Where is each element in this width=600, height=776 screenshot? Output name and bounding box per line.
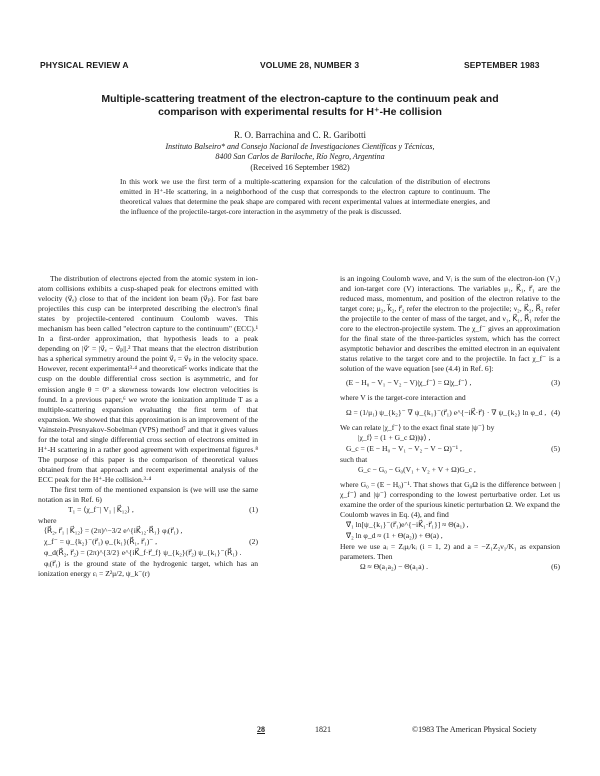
equation-number: (1) [249,505,258,515]
equation-1 [38,505,258,516]
paragraph-expansion: The first term of the mentioned expansion is (we will use the same notation as in Ref. 6) [38,484,258,505]
text-line: such that [340,454,368,464]
authors: R. O. Barrachina and C. R. Garibotti [234,130,366,140]
equation-body: Ω = (1/μ₁) ψ_{k₂}⁻ ∇ ψ_{k₁}⁻(r⃗₁) e^{−iK⃗·r⃗} · ∇ ψ_{k₂} ln φ_d , [346,407,547,417]
equation-line [340,465,560,476]
equation-body: ∇⃗₂ ln φ_d ≈ (1 + Θ(a₂)) + Θ(a) , [346,530,443,540]
equation-line [340,531,560,542]
equation-number: (2) [249,537,258,547]
equation-number: (5) [551,443,560,453]
affiliation-line: 8400 San Carlos de Bariloche, Río Negro, Argentina [215,152,385,162]
equation-number: (3) [551,378,560,388]
equation-3 [340,378,560,389]
abstract: In this work we use the first term of a multiple-scattering expansion for the calculation of the distribution of electrons emitted in H⁺-He scattering, in a neighborhood of the cusp that corresponds to the electron capture to continuum. The theoretical values that determine the peak shape are compared with recent experimental values at intermediate energies, and the influence of the projectile-target-core interaction in the asymmetry of the peak is discussed. [120,177,490,217]
equation-body: φ_d(R⃗₂, r⃗₂) = (2π)^{3/2} e^{iK⃗_f·r⃗_f} ψ_{k₂}(r⃗₂) ψ_{k₁}⁻(R⃗₁) . [44,548,242,558]
equation-body: G_c − G₀ − G₀(V₁ + V₂ + V + Ω)G_c , [358,464,476,474]
equation-line [38,526,258,537]
equation-6 [340,562,560,573]
equation-body: ∇⃗₁ ln[ψ_{k₁}⁻(r⃗₁)e^{−iK⃗₁·r⃗₁}] ≈ Θ(a₁) , [346,519,469,529]
left-column [38,274,258,579]
text-line: where V is the target-core interaction and [340,393,466,403]
equation-5 [340,444,560,455]
title-line: comparison with experimental results for H⁺-He collision [158,106,442,118]
right-column [340,274,560,573]
page-number: 28 [257,725,265,734]
text-line: where [38,516,57,526]
equation-number: (4) [551,407,560,417]
equation-body: T₁ = ⟨χ_f⁻| V₁ | K⃗₁₂⟩ , [68,505,134,515]
text-line: We can relate |χ_f⁻⟩ to the exact final state |ψ⁻⟩ by [340,422,495,432]
volume-number: VOLUME 28, NUMBER 3 [260,60,360,70]
equation-body: |χ_f⟩ = (1 + G_c Ω)|ψ⟩ , [358,432,431,442]
equation-2 [38,537,258,548]
paper-title [70,93,530,119]
issue-date: SEPTEMBER 1983 [464,60,540,70]
received-date: (Received 16 September 1982) [250,163,350,172]
equation-line [340,520,560,531]
equation-body: Ω ≈ Θ(a₁a₂) − Θ(a₁a) . [360,561,428,571]
paragraph-intro: The distribution of electrons ejected from the atomic system in ion-atom collisions exhibits a cusp-shaped peak for electrons emitted with velocity (v⃗ₑ) close to that of the incident ion beam (v⃗ₚ). For fast bare projectiles this cusp can be interpreted describing the electron's final states by projectile-centered continuum Coulomb waves. This mechanism has been called "electron capture to the continuum" (ECC).¹ In a first-order approximation, that hypothesis leads to a peak depending on |v⃗′ = |v⃗ₑ − v⃗ₚ||.² That means that the electron distribution has a spherical symmetry around the point v⃗ₑ = v⃗ₚ in the velocity space. However, recent experimental³·⁴ and theoretical⁵ works indicate that the cusp on the double differential cross section is asymmetric, and for emission angle θ = 0° a skewness towards low electron velocities is found. In a previous paper,⁶ we wrote the ionization amplitude T as a multiple-scattering expansion evaluating the first term of that expansion. We showed that this approximation is an improvement of the Vainstein-Presnyakov-Sobelman (VPS) method⁷ and that it gives values for the total and single differential cross section of electrons emitted in H⁺-H scattering in a rather good agreement with experimental figures.⁸ The purpose of this paper is the comparison of theoretical values obtained from that approach and recent experimental analysis of the ECC peak for the H⁺-He collision.³·⁴ [38,274,258,484]
footer-page-id: 1821 [315,725,331,734]
paragraph-ground-state: φᵢ(r⃗₁) is the ground state of the hydrogenic target, which has an ionization energy εᵢ = Z²μ/2, ψ_k⁻(r) [38,559,258,579]
equation-body: χ_f⁻ = ψ_{k₂}⁻(r⃗₁) φ_{k₁}(R⃗₁, r⃗₁)⁻ , [44,537,158,547]
title-line: Multiple-scattering treatment of the electron-capture to the continuum peak and [101,93,499,105]
paragraph-coulomb: is an ingoing Coulomb wave, and Vᵢ is the sum of the electron-ion (V₁) and ion-target core (V) interactions. The variables μ₁, K⃗₁, r⃗₁ are the reduced mass, momentum, and position of the electron relative to the target core; μ₂, k⃗₂, r⃗₂ refer the electron to the projectile; ν₂, K⃗₂, R⃗₂ refer the projectile to the center of mass of the target, and ν₁, K⃗₁, R⃗₁ refer the core to the electron-projectile system. The χ_f⁻ gives an approximation for the final state of the three-particles system, which has the correct asymptotic behavior and describes the emitted electron in an equivalent status relative to the target core and to the projectile. In fact χ_f⁻ is a solution of the wave equation [see (4.4) in Ref. 6]: [340,274,560,374]
affiliation [70,142,530,163]
equation-4 [340,408,560,419]
affiliation-line: Instituto Balseiro* and Consejo Nacional de Investigaciones Científicas y Técnicas, [165,142,435,151]
copyright: ©1983 The American Physical Society [412,725,537,734]
paragraph-expand: where G₀ = (E − H₀)⁻¹. That shows that G₀Ω is the difference between |χ_f⁻⟩ and |ψ⁻⟩ corresponding to the lowest perturbative order. Let us examine the order of the spurious kinetic perturbation Ω. We expand the Coulomb waves in Eq. (4), and find [340,479,560,519]
equation-number: (6) [551,561,560,571]
equation-body: ⟨R⃗₂, r⃗₁ | K⃗₁₂⟩ = (2π)^−3/2 e^{iK⃗₁₂·R⃗₁} φᵢ(r⃗₁) , [44,526,183,536]
equation-body: G_c = (E − H₀ − V₁ − V₂ − V − Ω)⁻¹ , [346,443,462,453]
equation-line [340,433,560,444]
equation-body: (E − H₀ − V₁ − V₂ − V)|χ_f⁻⟩ = Ω|χ_f⁻⟩ , [346,378,472,388]
equation-line [38,548,258,559]
journal-name: PHYSICAL REVIEW A [40,60,129,70]
paragraph-parameters: Here we use aᵢ = Zᵢμᵢ/kᵢ (i = 1, 2) and a = −Z₁Z₂ν₁/K₁ as expansion parameters. Then [340,541,560,561]
